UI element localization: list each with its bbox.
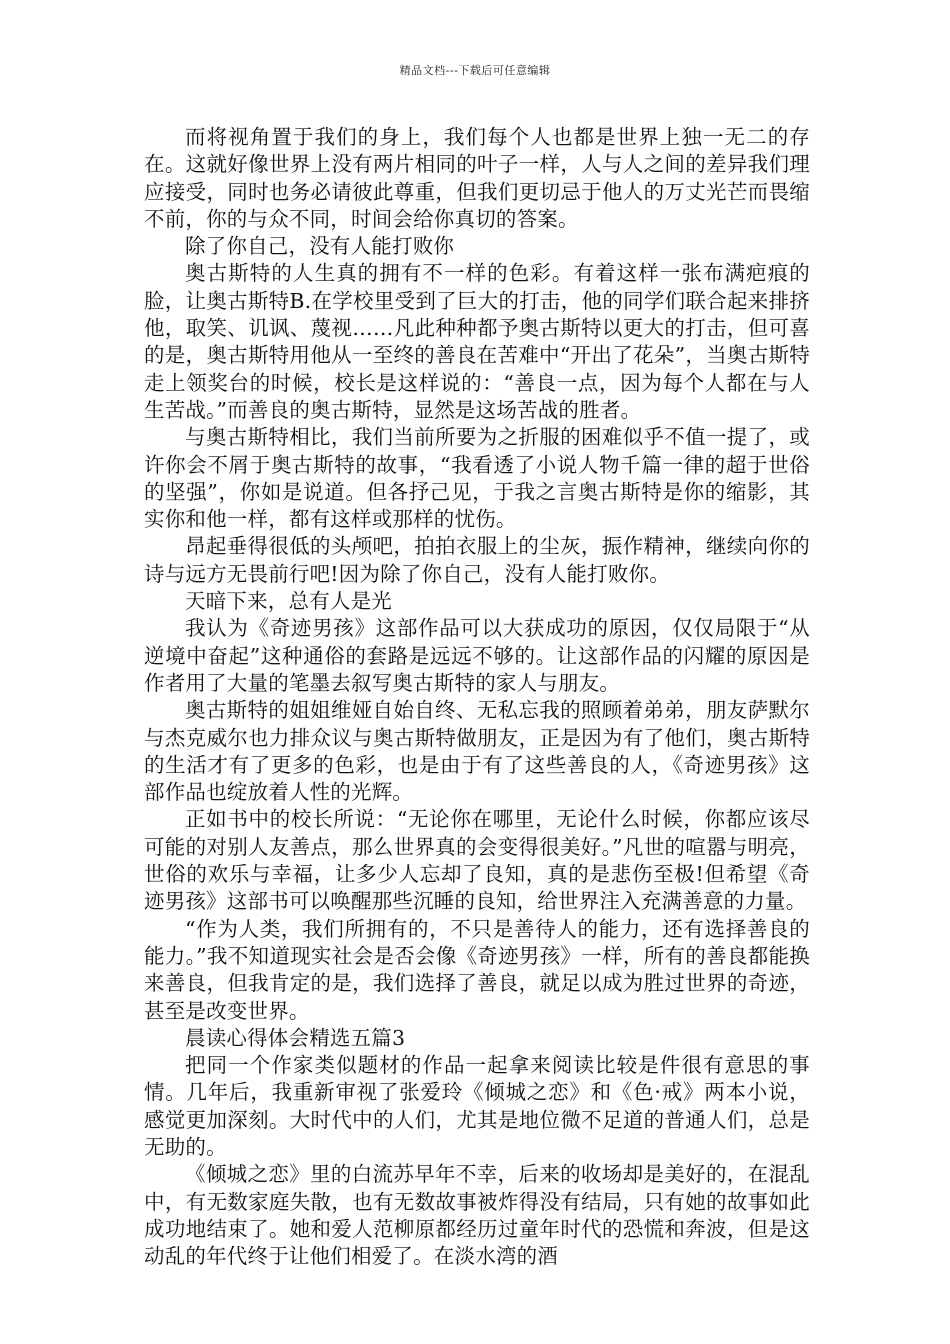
paragraph: 正如书中的校长所说：“无论你在哪里，无论什么时候，你都应该尽可能的对别人友善点，那么世界真的会变得很美好。”凡世的喧嚣与明亮，世俗的欢乐与幸福，让多少人忘却了良知，真的是悲伤至极!但希望《奇迹男孩》这部书可以唤醒那些沉睡的良知，给世界注入充满善意的力量。 bbox=[144, 807, 810, 914]
page-header: 精品文档---下载后可任意编辑 bbox=[399, 64, 551, 77]
section-heading: 天暗下来，总有人是光 bbox=[185, 589, 392, 614]
paragraph: 把同一个作家类似题材的作品一起拿来阅读比较是件很有意思的事情。几年后，我重新审视了张爱玲《倾城之恋》和《色·戒》两本小说，感觉更加深刻。大时代中的人们，尤其是地位微不足道的普通人们，总是无助的。 bbox=[144, 1053, 810, 1159]
paragraph: 与奥古斯特相比，我们当前所要为之折服的困难似乎不值一提了，或许你会不屑于奥古斯特的故事，“我看透了小说人物千篇一律的超于世俗的坚强”，你如是说道。但各抒己见，于我之言奥古斯特是你的缩影，其实你和他一样，都有这样或那样的忧伤。 bbox=[144, 425, 810, 532]
paragraph: “作为人类，我们所拥有的，不只是善待人的能力，还有选择善良的能力。”我不知道现实社会是否会像《奇迹男孩》一样，所有的善良都能换来善良，但我肯定的是，我们选择了善良，就足以成为胜过世界的奇迹，甚至是改变世界。 bbox=[144, 916, 810, 1023]
paragraph: 我认为《奇迹男孩》这部作品可以大获成功的原因，仅仅局限于“从逆境中奋起”这种通俗的套路是远远不够的。让这部作品的闪耀的原因是作者用了大量的笔墨去叙写奥古斯特的家人与朋友。 bbox=[144, 616, 810, 695]
paragraph: 昂起垂得很低的头颅吧，拍拍衣服上的尘灰，振作精神，继续向你的诗与远方无畏前行吧!因为除了你自己，没有人能打败你。 bbox=[144, 534, 810, 586]
document-body bbox=[144, 124, 810, 1270]
paragraph: 奥古斯特的姐姐维娅自始自终、无私忘我的照顾着弟弟，朋友萨默尔与杰克威尔也力排众议与奥古斯特做朋友，正是因为有了他们，奥古斯特的生活才有了更多的色彩，也是由于有了这些善良的人，《奇迹男孩》这部作品也绽放着人性的光辉。 bbox=[144, 698, 810, 805]
section-heading: 晨读心得体会精选五篇3 bbox=[185, 1025, 406, 1050]
paragraph: 奥古斯特的人生真的拥有不一样的色彩。有着这样一张布满疤痕的脸，让奥古斯特B.在学校里受到了巨大的打击，他的同学们联合起来排挤他，取笑、讥讽、蔑视……凡此种种都予奥古斯特以更大的打击，但可喜的是，奥古斯特用他从一至终的善良在苦难中“开出了花朵”，当奥古斯特走上领奖台的时候，校长是这样说的：“善良一点，因为每个人都在与人生苦战。”而善良的奥古斯特，显然是这场苦战的胜者。 bbox=[144, 261, 810, 422]
section-heading: 除了你自己，没有人能打败你 bbox=[185, 234, 455, 259]
paragraph: 《倾城之恋》里的白流苏早年不幸，后来的收场却是美好的，在混乱中，有无数家庭失散，也有无数故事被炸得没有结局，只有她的故事如此成功地结束了。她和爱人范柳原都经历过童年时代的恐慌和奔波，但是这动乱的年代终于让他们相爱了。在淡水湾的酒 bbox=[144, 1162, 810, 1269]
paragraph: 而将视角置于我们的身上，我们每个人也都是世界上独一无二的存在。这就好像世界上没有两片相同的叶子一样，人与人之间的差异我们理应接受，同时也务必请彼此尊重，但我们更切忌于他人的万丈光芒而畏缩不前，你的与众不同，时间会给你真切的答案。 bbox=[144, 125, 810, 231]
